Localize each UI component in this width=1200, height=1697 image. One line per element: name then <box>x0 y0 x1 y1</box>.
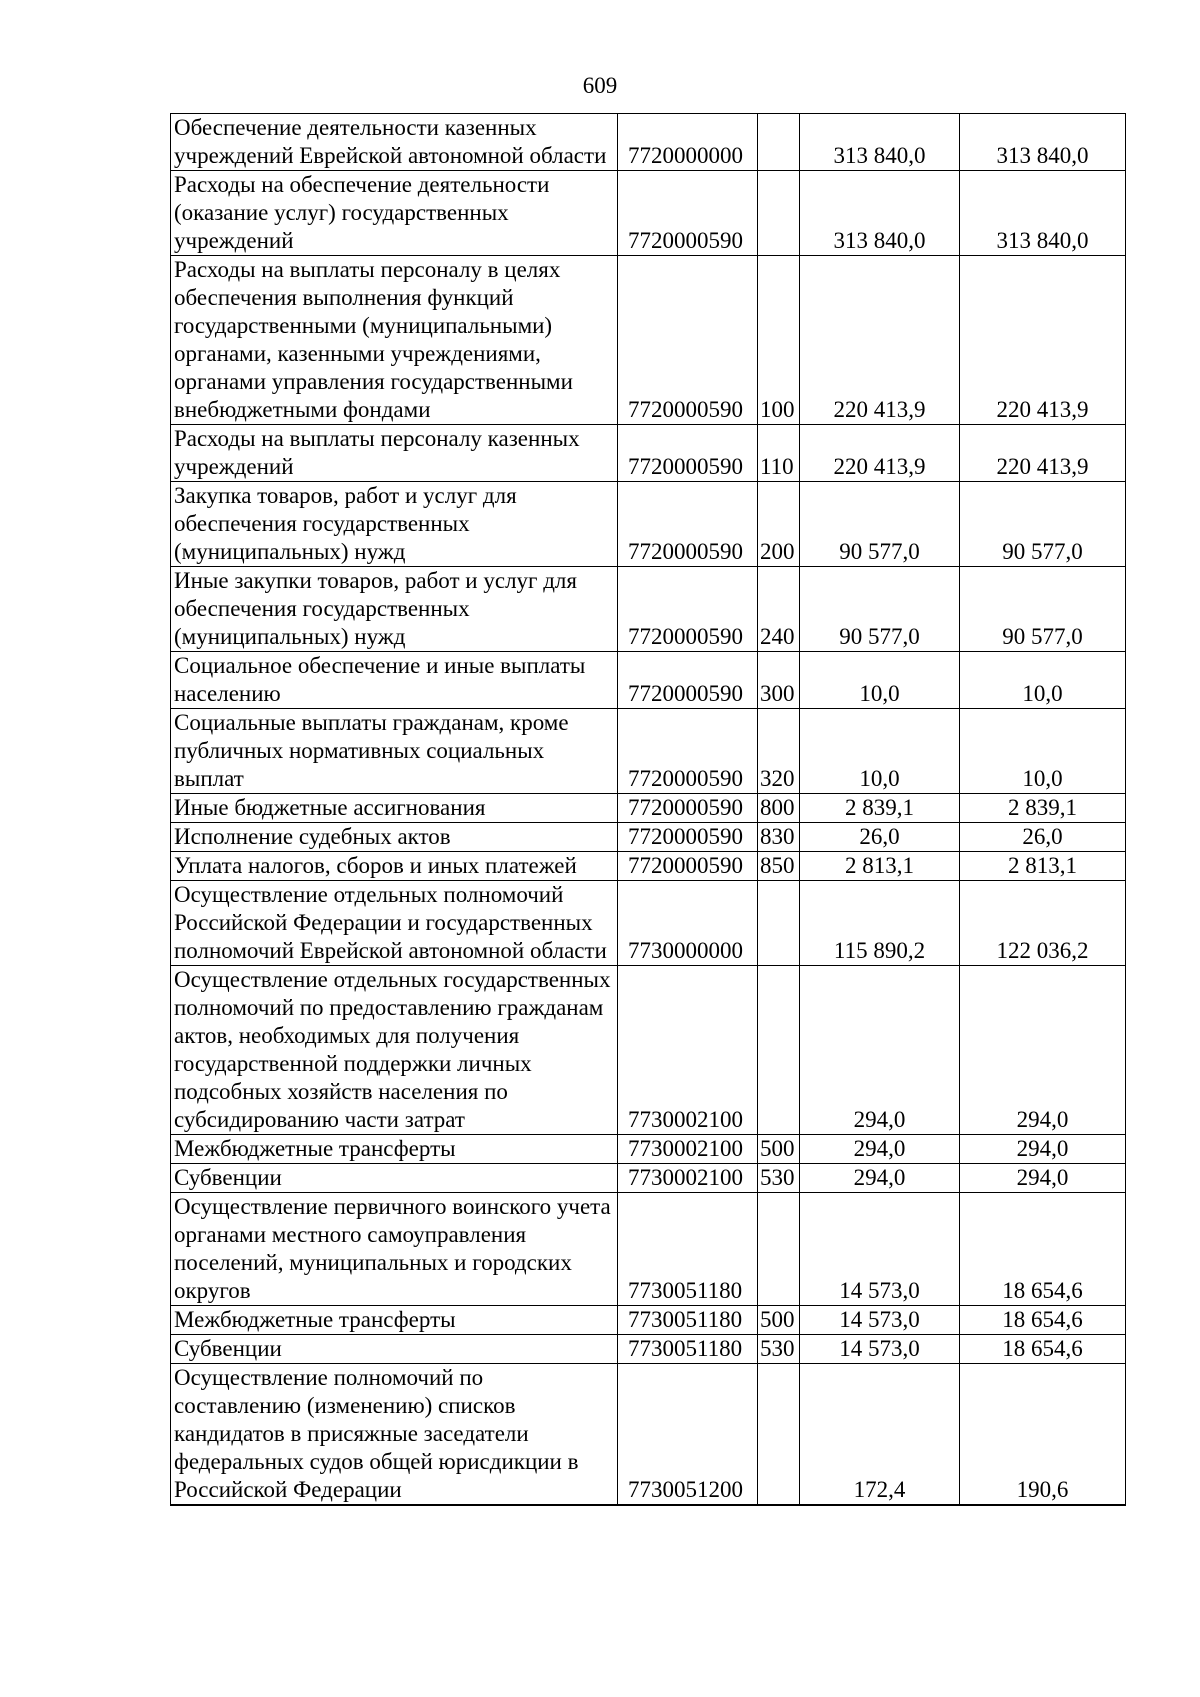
row-value-1: 294,0 <box>800 1135 960 1164</box>
row-code: 7730000000 <box>618 881 758 966</box>
row-value-2: 90 577,0 <box>960 567 1126 652</box>
row-name: Субвенции <box>171 1335 618 1364</box>
row-value-1: 2 839,1 <box>800 794 960 823</box>
row-code: 7730002100 <box>618 1164 758 1193</box>
row-value-1: 313 840,0 <box>800 114 960 171</box>
row-value-1: 2 813,1 <box>800 852 960 881</box>
row-value-1: 313 840,0 <box>800 171 960 256</box>
row-type <box>758 1364 800 1506</box>
row-name: Обеспечение деятельности казенных учреждений Еврейской автономной области <box>171 114 618 171</box>
table-row <box>171 794 1126 823</box>
row-value-1: 294,0 <box>800 1164 960 1193</box>
row-code: 7720000590 <box>618 794 758 823</box>
row-code: 7720000590 <box>618 652 758 709</box>
row-value-2: 90 577,0 <box>960 482 1126 567</box>
row-value-2: 313 840,0 <box>960 171 1126 256</box>
row-code: 7720000590 <box>618 171 758 256</box>
table-row <box>171 425 1126 482</box>
row-value-2: 2 839,1 <box>960 794 1126 823</box>
row-value-2: 294,0 <box>960 966 1126 1135</box>
row-value-1: 14 573,0 <box>800 1335 960 1364</box>
row-type: 830 <box>758 823 800 852</box>
row-value-2: 10,0 <box>960 709 1126 794</box>
table-row <box>171 1306 1126 1335</box>
row-type: 300 <box>758 652 800 709</box>
row-value-1: 26,0 <box>800 823 960 852</box>
row-value-1: 90 577,0 <box>800 567 960 652</box>
table-row <box>171 482 1126 567</box>
row-name: Иные бюджетные ассигнования <box>171 794 618 823</box>
row-type: 200 <box>758 482 800 567</box>
row-value-1: 90 577,0 <box>800 482 960 567</box>
table-row <box>171 171 1126 256</box>
page-number: 609 <box>582 73 618 98</box>
row-value-2: 26,0 <box>960 823 1126 852</box>
table-row <box>171 852 1126 881</box>
row-value-1: 14 573,0 <box>800 1193 960 1306</box>
row-code: 7720000590 <box>618 482 758 567</box>
row-name: Расходы на выплаты персоналу в целях обеспечения выполнения функций государственными (муниципальными) органами, казенными учреждениями, органами управления государственными внебюджетными фондами <box>171 256 618 425</box>
table-row <box>171 1193 1126 1306</box>
table-row <box>171 1135 1126 1164</box>
row-value-2: 10,0 <box>960 652 1126 709</box>
row-type <box>758 114 800 171</box>
row-code: 7720000000 <box>618 114 758 171</box>
budget-table <box>170 113 1126 1506</box>
row-value-1: 294,0 <box>800 966 960 1135</box>
row-name: Исполнение судебных актов <box>171 823 618 852</box>
row-code: 7730002100 <box>618 1135 758 1164</box>
table-row <box>171 881 1126 966</box>
row-value-2: 122 036,2 <box>960 881 1126 966</box>
row-value-2: 294,0 <box>960 1135 1126 1164</box>
row-value-2: 313 840,0 <box>960 114 1126 171</box>
row-name: Социальные выплаты гражданам, кроме публичных нормативных социальных выплат <box>171 709 618 794</box>
row-type <box>758 1193 800 1306</box>
row-type: 500 <box>758 1306 800 1335</box>
row-type: 850 <box>758 852 800 881</box>
row-value-1: 220 413,9 <box>800 256 960 425</box>
table-row <box>171 823 1126 852</box>
row-value-1: 172,4 <box>800 1364 960 1506</box>
row-code: 7720000590 <box>618 709 758 794</box>
row-name: Расходы на обеспечение деятельности (оказание услуг) государственных учреждений <box>171 171 618 256</box>
table-row <box>171 966 1126 1135</box>
row-code: 7730051180 <box>618 1335 758 1364</box>
row-code: 7720000590 <box>618 823 758 852</box>
row-name: Иные закупки товаров, работ и услуг для обеспечения государственных (муниципальных) нужд <box>171 567 618 652</box>
table-row <box>171 709 1126 794</box>
row-type <box>758 171 800 256</box>
row-value-2: 294,0 <box>960 1164 1126 1193</box>
row-value-2: 18 654,6 <box>960 1306 1126 1335</box>
row-name: Осуществление отдельных государственных полномочий по предоставлению гражданам актов, необходимых для получения государственной поддержки личных подсобных хозяйств населения по субсидированию части затрат <box>171 966 618 1135</box>
row-code: 7720000590 <box>618 256 758 425</box>
table-row <box>171 567 1126 652</box>
row-value-2: 190,6 <box>960 1364 1126 1506</box>
table-row <box>171 1364 1126 1506</box>
table-row <box>171 1164 1126 1193</box>
row-value-1: 115 890,2 <box>800 881 960 966</box>
row-code: 7720000590 <box>618 567 758 652</box>
row-name: Осуществление полномочий по составлению (изменению) списков кандидатов в присяжные заседатели федеральных судов общей юрисдикции в Российской Федерации <box>171 1364 618 1506</box>
row-type: 530 <box>758 1164 800 1193</box>
row-type <box>758 881 800 966</box>
row-type: 110 <box>758 425 800 482</box>
table-row <box>171 652 1126 709</box>
row-type: 100 <box>758 256 800 425</box>
row-code: 7720000590 <box>618 425 758 482</box>
row-type: 530 <box>758 1335 800 1364</box>
row-type: 320 <box>758 709 800 794</box>
table-row <box>171 256 1126 425</box>
row-name: Осуществление первичного воинского учета органами местного самоуправления поселений, муниципальных и городских округов <box>171 1193 618 1306</box>
row-type: 500 <box>758 1135 800 1164</box>
row-value-2: 2 813,1 <box>960 852 1126 881</box>
row-value-1: 10,0 <box>800 652 960 709</box>
row-name: Осуществление отдельных полномочий Российской Федерации и государственных полномочий Еврейской автономной области <box>171 881 618 966</box>
row-code: 7730002100 <box>618 966 758 1135</box>
row-type <box>758 966 800 1135</box>
row-value-2: 18 654,6 <box>960 1193 1126 1306</box>
row-type: 800 <box>758 794 800 823</box>
row-code: 7720000590 <box>618 852 758 881</box>
row-name: Социальное обеспечение и иные выплаты населению <box>171 652 618 709</box>
row-code: 7730051180 <box>618 1306 758 1335</box>
table-row <box>171 114 1126 171</box>
row-name: Закупка товаров, работ и услуг для обеспечения государственных (муниципальных) нужд <box>171 482 618 567</box>
row-name: Расходы на выплаты персоналу казенных учреждений <box>171 425 618 482</box>
row-value-1: 14 573,0 <box>800 1306 960 1335</box>
row-code: 7730051180 <box>618 1193 758 1306</box>
row-value-2: 18 654,6 <box>960 1335 1126 1364</box>
table-row <box>171 1335 1126 1364</box>
row-type: 240 <box>758 567 800 652</box>
row-value-2: 220 413,9 <box>960 256 1126 425</box>
row-value-2: 220 413,9 <box>960 425 1126 482</box>
row-name: Межбюджетные трансферты <box>171 1135 618 1164</box>
row-name: Уплата налогов, сборов и иных платежей <box>171 852 618 881</box>
row-code: 7730051200 <box>618 1364 758 1506</box>
row-name: Субвенции <box>171 1164 618 1193</box>
row-value-1: 10,0 <box>800 709 960 794</box>
row-value-1: 220 413,9 <box>800 425 960 482</box>
row-name: Межбюджетные трансферты <box>171 1306 618 1335</box>
